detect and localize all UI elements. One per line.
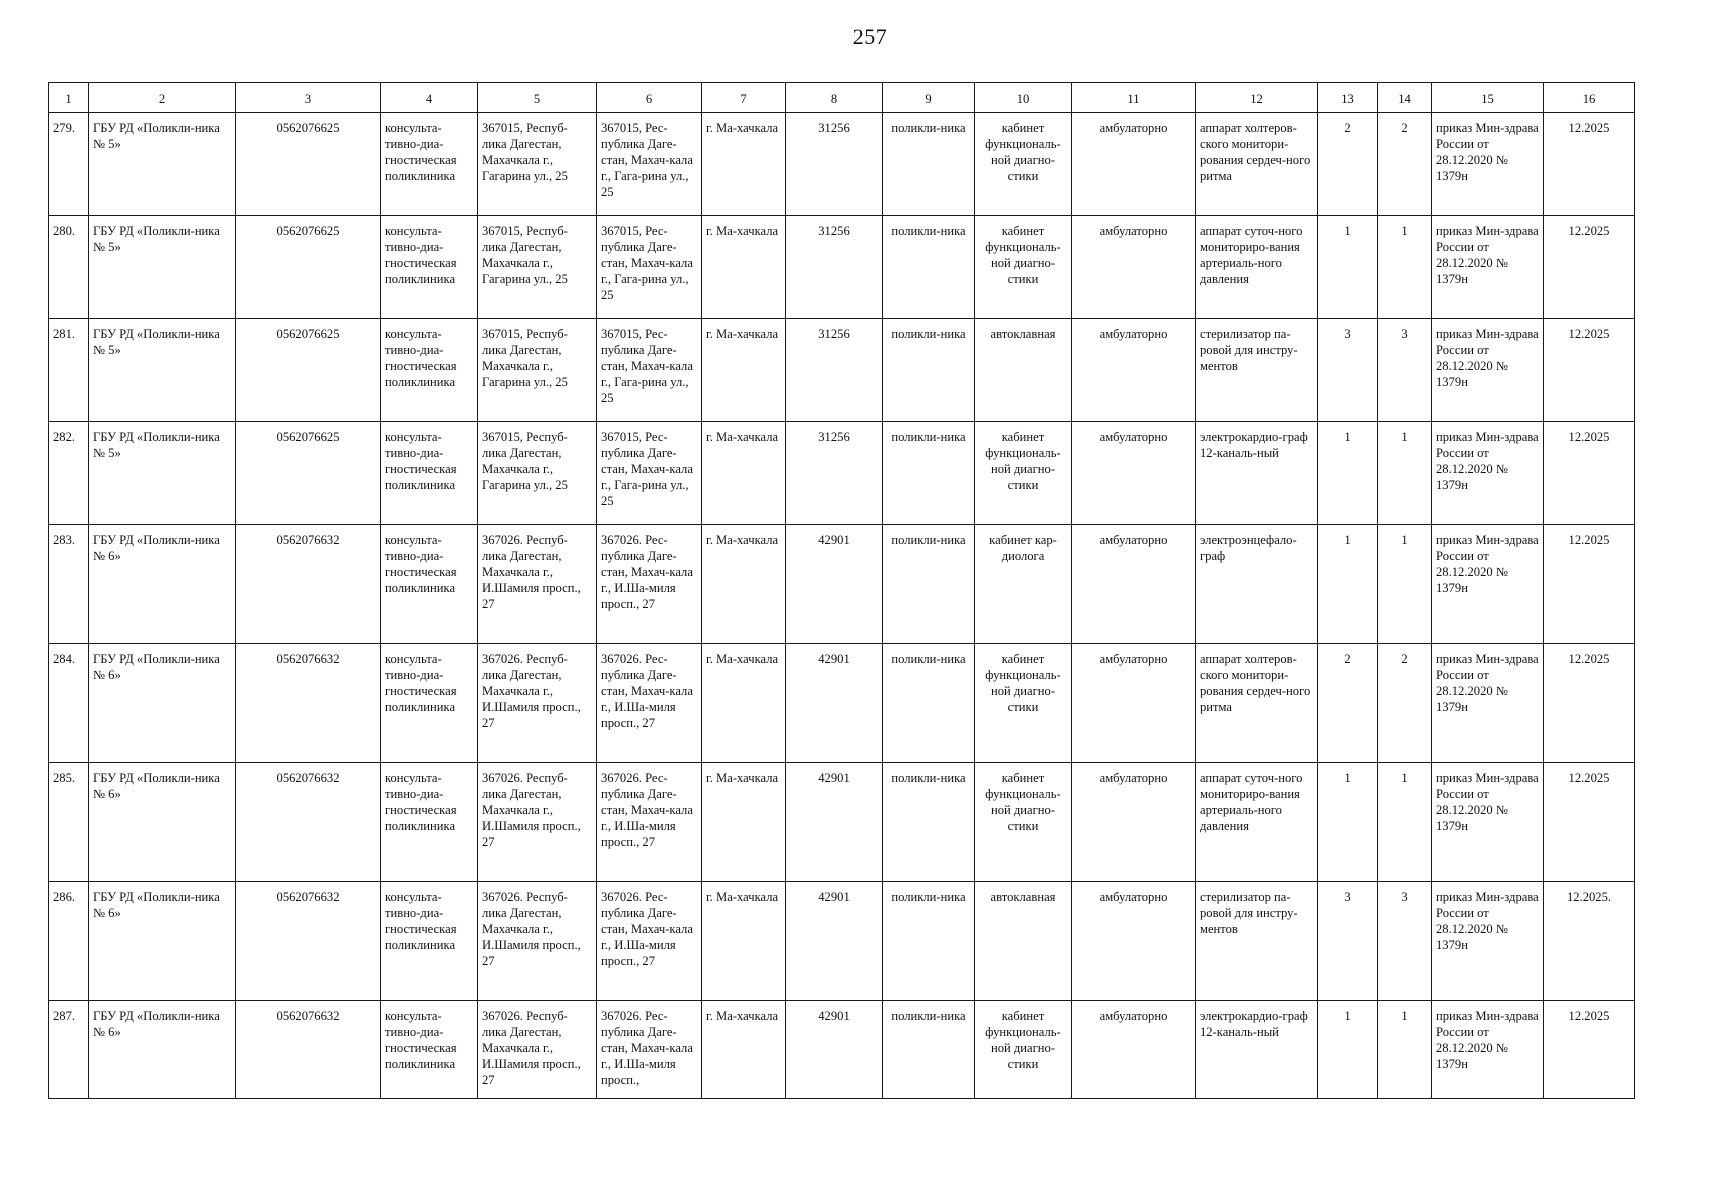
- organization-cell: ГБУ РД «Поликли-ника № 6»: [89, 882, 236, 1001]
- inn-cell: 0562076625: [236, 319, 381, 422]
- quantity-required-cell: 2: [1318, 644, 1378, 763]
- order-reference-cell: приказ Мин-здрава России от 28.12.2020 № 1379н: [1432, 644, 1544, 763]
- institution-type-cell: консульта-тивно-диа-гностическая поликлиника: [381, 763, 478, 882]
- city-cell: г. Ма-хачкала: [702, 319, 786, 422]
- actual-address-cell: 367026. Рес-публика Даге-стан, Махач-кала г., И.Ша-миля просп., 27: [597, 525, 702, 644]
- unit-cell: поликли-ника: [883, 882, 975, 1001]
- column-header-16: 16: [1544, 83, 1635, 113]
- legal-address-cell: 367026. Респуб-лика Дагестан, Махачкала г., И.Шамиля просп., 27: [478, 644, 597, 763]
- row-number-cell: 281.: [49, 319, 89, 422]
- actual-address-cell: 367015, Рес-публика Даге-стан, Махач-кала г., Гага-рина ул., 25: [597, 113, 702, 216]
- quantity-required-cell: 3: [1318, 882, 1378, 1001]
- column-header-4: 4: [381, 83, 478, 113]
- care-mode-cell: амбулаторно: [1072, 763, 1196, 882]
- deadline-cell: 12.2025: [1544, 422, 1635, 525]
- order-reference-cell: приказ Мин-здрава России от 28.12.2020 № 1379н: [1432, 216, 1544, 319]
- column-header-15: 15: [1432, 83, 1544, 113]
- organization-cell: ГБУ РД «Поликли-ника № 6»: [89, 1001, 236, 1099]
- city-cell: г. Ма-хачкала: [702, 882, 786, 1001]
- column-header-9: 9: [883, 83, 975, 113]
- unit-cell: поликли-ника: [883, 216, 975, 319]
- room-cell: кабинет функциональ-ной диагно-стики: [975, 422, 1072, 525]
- code-cell: 42901: [786, 1001, 883, 1099]
- inn-cell: 0562076632: [236, 644, 381, 763]
- table-row: [49, 113, 1635, 216]
- equipment-cell: электрокардио-граф 12-каналь-ный: [1196, 422, 1318, 525]
- quantity-planned-cell: 1: [1378, 1001, 1432, 1099]
- quantity-planned-cell: 2: [1378, 644, 1432, 763]
- column-header-6: 6: [597, 83, 702, 113]
- quantity-required-cell: 1: [1318, 763, 1378, 882]
- unit-cell: поликли-ника: [883, 525, 975, 644]
- city-cell: г. Ма-хачкала: [702, 644, 786, 763]
- column-header-7: 7: [702, 83, 786, 113]
- order-reference-cell: приказ Мин-здрава России от 28.12.2020 № 1379н: [1432, 319, 1544, 422]
- legal-address-cell: 367026. Респуб-лика Дагестан, Махачкала г., И.Шамиля просп., 27: [478, 1001, 597, 1099]
- actual-address-cell: 367015, Рес-публика Даге-стан, Махач-кала г., Гага-рина ул., 25: [597, 319, 702, 422]
- quantity-planned-cell: 3: [1378, 882, 1432, 1001]
- order-reference-cell: приказ Мин-здрава России от 28.12.2020 № 1379н: [1432, 882, 1544, 1001]
- row-number-cell: 279.: [49, 113, 89, 216]
- quantity-required-cell: 1: [1318, 422, 1378, 525]
- table-row: [49, 216, 1635, 319]
- code-cell: 31256: [786, 216, 883, 319]
- organization-cell: ГБУ РД «Поликли-ника № 6»: [89, 525, 236, 644]
- deadline-cell: 12.2025: [1544, 216, 1635, 319]
- room-cell: кабинет функциональ-ной диагно-стики: [975, 113, 1072, 216]
- column-header-2: 2: [89, 83, 236, 113]
- quantity-planned-cell: 3: [1378, 319, 1432, 422]
- care-mode-cell: амбулаторно: [1072, 422, 1196, 525]
- institution-type-cell: консульта-тивно-диа-гностическая поликлиника: [381, 216, 478, 319]
- order-reference-cell: приказ Мин-здрава России от 28.12.2020 № 1379н: [1432, 422, 1544, 525]
- city-cell: г. Ма-хачкала: [702, 525, 786, 644]
- equipment-cell: электроэнцефало-граф: [1196, 525, 1318, 644]
- quantity-required-cell: 1: [1318, 216, 1378, 319]
- equipment-cell: стерилизатор па-ровой для инстру-ментов: [1196, 882, 1318, 1001]
- room-cell: кабинет функциональ-ной диагно-стики: [975, 1001, 1072, 1099]
- column-header-14: 14: [1378, 83, 1432, 113]
- deadline-cell: 12.2025: [1544, 113, 1635, 216]
- legal-address-cell: 367026. Респуб-лика Дагестан, Махачкала г., И.Шамиля просп., 27: [478, 763, 597, 882]
- institution-type-cell: консульта-тивно-диа-гностическая поликлиника: [381, 525, 478, 644]
- institution-type-cell: консульта-тивно-диа-гностическая поликлиника: [381, 422, 478, 525]
- inn-cell: 0562076625: [236, 216, 381, 319]
- equipment-cell: электрокардио-граф 12-каналь-ный: [1196, 1001, 1318, 1099]
- page-number: 257: [852, 24, 888, 49]
- table-row: [49, 763, 1635, 882]
- city-cell: г. Ма-хачкала: [702, 113, 786, 216]
- organization-cell: ГБУ РД «Поликли-ника № 6»: [89, 644, 236, 763]
- column-header-3: 3: [236, 83, 381, 113]
- institution-type-cell: консульта-тивно-диа-гностическая поликлиника: [381, 1001, 478, 1099]
- inn-cell: 0562076625: [236, 113, 381, 216]
- city-cell: г. Ма-хачкала: [702, 216, 786, 319]
- equipment-cell: аппарат холтеров-ского монитори-рования сердеч-ного ритма: [1196, 113, 1318, 216]
- deadline-cell: 12.2025: [1544, 763, 1635, 882]
- column-header-13: 13: [1318, 83, 1378, 113]
- deadline-cell: 12.2025: [1544, 1001, 1635, 1099]
- institution-type-cell: консульта-тивно-диа-гностическая поликлиника: [381, 319, 478, 422]
- actual-address-cell: 367015, Рес-публика Даге-стан, Махач-кала г., Гага-рина ул., 25: [597, 216, 702, 319]
- table-row: [49, 319, 1635, 422]
- column-header-1: 1: [49, 83, 89, 113]
- inn-cell: 0562076632: [236, 763, 381, 882]
- code-cell: 42901: [786, 525, 883, 644]
- column-header-10: 10: [975, 83, 1072, 113]
- table-body: [49, 113, 1635, 1099]
- table-row: [49, 422, 1635, 525]
- table-row: [49, 644, 1635, 763]
- organization-cell: ГБУ РД «Поликли-ника № 5»: [89, 113, 236, 216]
- city-cell: г. Ма-хачкала: [702, 1001, 786, 1099]
- room-cell: кабинет функциональ-ной диагно-стики: [975, 216, 1072, 319]
- order-reference-cell: приказ Мин-здрава России от 28.12.2020 № 1379н: [1432, 113, 1544, 216]
- organization-cell: ГБУ РД «Поликли-ника № 6»: [89, 763, 236, 882]
- deadline-cell: 12.2025: [1544, 319, 1635, 422]
- room-cell: кабинет функциональ-ной диагно-стики: [975, 644, 1072, 763]
- room-cell: кабинет кар-диолога: [975, 525, 1072, 644]
- care-mode-cell: амбулаторно: [1072, 216, 1196, 319]
- code-cell: 42901: [786, 763, 883, 882]
- code-cell: 31256: [786, 422, 883, 525]
- table-row: [49, 882, 1635, 1001]
- organization-cell: ГБУ РД «Поликли-ника № 5»: [89, 422, 236, 525]
- quantity-planned-cell: 1: [1378, 763, 1432, 882]
- quantity-required-cell: 1: [1318, 1001, 1378, 1099]
- order-reference-cell: приказ Мин-здрава России от 28.12.2020 № 1379н: [1432, 525, 1544, 644]
- actual-address-cell: 367026. Рес-публика Даге-стан, Махач-кала г., И.Ша-миля просп.,: [597, 1001, 702, 1099]
- row-number-cell: 280.: [49, 216, 89, 319]
- legal-address-cell: 367026. Респуб-лика Дагестан, Махачкала г., И.Шамиля просп., 27: [478, 525, 597, 644]
- city-cell: г. Ма-хачкала: [702, 422, 786, 525]
- order-reference-cell: приказ Мин-здрава России от 28.12.2020 № 1379н: [1432, 1001, 1544, 1099]
- quantity-required-cell: 3: [1318, 319, 1378, 422]
- institution-type-cell: консульта-тивно-диа-гностическая поликлиника: [381, 882, 478, 1001]
- inn-cell: 0562076625: [236, 422, 381, 525]
- inn-cell: 0562076632: [236, 525, 381, 644]
- inn-cell: 0562076632: [236, 1001, 381, 1099]
- unit-cell: поликли-ника: [883, 1001, 975, 1099]
- actual-address-cell: 367026. Рес-публика Даге-стан, Махач-кала г., И.Ша-миля просп., 27: [597, 644, 702, 763]
- unit-cell: поликли-ника: [883, 319, 975, 422]
- row-number-cell: 283.: [49, 525, 89, 644]
- care-mode-cell: амбулаторно: [1072, 525, 1196, 644]
- institution-type-cell: консульта-тивно-диа-гностическая поликлиника: [381, 644, 478, 763]
- row-number-cell: 285.: [49, 763, 89, 882]
- quantity-required-cell: 2: [1318, 113, 1378, 216]
- unit-cell: поликли-ника: [883, 422, 975, 525]
- actual-address-cell: 367015, Рес-публика Даге-стан, Махач-кала г., Гага-рина ул., 25: [597, 422, 702, 525]
- legal-address-cell: 367026. Респуб-лика Дагестан, Махачкала г., И.Шамиля просп., 27: [478, 882, 597, 1001]
- actual-address-cell: 367026. Рес-публика Даге-стан, Махач-кала г., И.Ша-миля просп., 27: [597, 882, 702, 1001]
- column-number-row: [49, 83, 1635, 113]
- care-mode-cell: амбулаторно: [1072, 319, 1196, 422]
- equipment-cell: аппарат суточ-ного мониториро-вания артериаль-ного давления: [1196, 216, 1318, 319]
- equipment-table: [48, 82, 1635, 1099]
- room-cell: автоклавная: [975, 882, 1072, 1001]
- quantity-planned-cell: 1: [1378, 422, 1432, 525]
- quantity-required-cell: 1: [1318, 525, 1378, 644]
- code-cell: 31256: [786, 113, 883, 216]
- order-reference-cell: приказ Мин-здрава России от 28.12.2020 № 1379н: [1432, 763, 1544, 882]
- room-cell: автоклавная: [975, 319, 1072, 422]
- legal-address-cell: 367015, Респуб-лика Дагестан, Махачкала г., Гагарина ул., 25: [478, 216, 597, 319]
- code-cell: 42901: [786, 644, 883, 763]
- row-number-cell: 287.: [49, 1001, 89, 1099]
- quantity-planned-cell: 1: [1378, 525, 1432, 644]
- table-row: [49, 1001, 1635, 1099]
- city-cell: г. Ма-хачкала: [702, 763, 786, 882]
- unit-cell: поликли-ника: [883, 113, 975, 216]
- code-cell: 42901: [786, 882, 883, 1001]
- equipment-cell: стерилизатор па-ровой для инстру-ментов: [1196, 319, 1318, 422]
- equipment-cell: аппарат холтеров-ского монитори-рования сердеч-ного ритма: [1196, 644, 1318, 763]
- institution-type-cell: консульта-тивно-диа-гностическая поликлиника: [381, 113, 478, 216]
- legal-address-cell: 367015, Респуб-лика Дагестан, Махачкала г., Гагарина ул., 25: [478, 422, 597, 525]
- organization-cell: ГБУ РД «Поликли-ника № 5»: [89, 319, 236, 422]
- unit-cell: поликли-ника: [883, 763, 975, 882]
- code-cell: 31256: [786, 319, 883, 422]
- care-mode-cell: амбулаторно: [1072, 113, 1196, 216]
- equipment-cell: аппарат суточ-ного мониториро-вания артериаль-ного давления: [1196, 763, 1318, 882]
- quantity-planned-cell: 2: [1378, 113, 1432, 216]
- care-mode-cell: амбулаторно: [1072, 882, 1196, 1001]
- deadline-cell: 12.2025.: [1544, 882, 1635, 1001]
- organization-cell: ГБУ РД «Поликли-ника № 5»: [89, 216, 236, 319]
- column-header-8: 8: [786, 83, 883, 113]
- care-mode-cell: амбулаторно: [1072, 1001, 1196, 1099]
- deadline-cell: 12.2025: [1544, 525, 1635, 644]
- row-number-cell: 286.: [49, 882, 89, 1001]
- legal-address-cell: 367015, Респуб-лика Дагестан, Махачкала г., Гагарина ул., 25: [478, 113, 597, 216]
- inn-cell: 0562076632: [236, 882, 381, 1001]
- column-header-12: 12: [1196, 83, 1318, 113]
- row-number-cell: 284.: [49, 644, 89, 763]
- table-row: [49, 525, 1635, 644]
- actual-address-cell: 367026. Рес-публика Даге-стан, Махач-кала г., И.Ша-миля просп., 27: [597, 763, 702, 882]
- quantity-planned-cell: 1: [1378, 216, 1432, 319]
- unit-cell: поликли-ника: [883, 644, 975, 763]
- room-cell: кабинет функциональ-ной диагно-стики: [975, 763, 1072, 882]
- column-header-5: 5: [478, 83, 597, 113]
- row-number-cell: 282.: [49, 422, 89, 525]
- column-header-11: 11: [1072, 83, 1196, 113]
- care-mode-cell: амбулаторно: [1072, 644, 1196, 763]
- deadline-cell: 12.2025: [1544, 644, 1635, 763]
- legal-address-cell: 367015, Респуб-лика Дагестан, Махачкала г., Гагарина ул., 25: [478, 319, 597, 422]
